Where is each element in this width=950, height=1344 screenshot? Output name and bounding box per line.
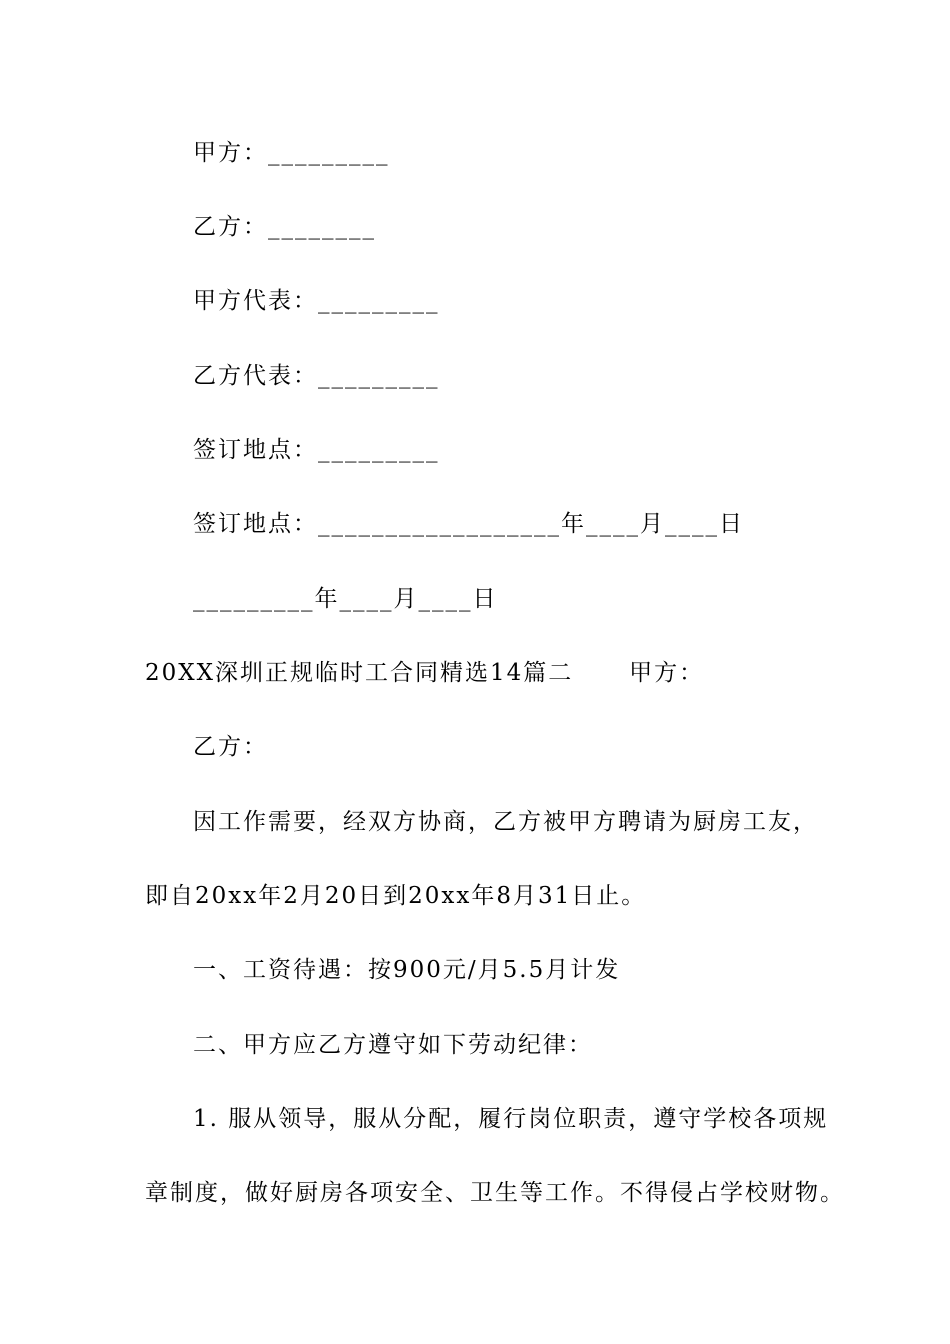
paragraph-line: 即自20xx年2月20日到20xx年8月31日止。 (145, 883, 647, 909)
party-b-label: 乙方： (193, 734, 268, 760)
signing-location-field: 签订地点：_________ (193, 437, 440, 463)
clause-discipline-line: 二、甲方应乙方遵守如下劳动纪律： (193, 1032, 593, 1058)
party-a-representative-field: 甲方代表：_________ (193, 288, 440, 314)
clause-wage-line: 一、工资待遇：按900元/月5.5月计发 (193, 957, 621, 983)
date-field: _________年____月____日 (193, 586, 498, 612)
clause-item-line: 1. 服从领导，服从分配，履行岗位职责，遵守学校各项规 (193, 1106, 829, 1132)
party-b-representative-field: 乙方代表：_________ (193, 363, 440, 389)
signing-location-date-field: 签订地点：__________________年____月____日 (193, 511, 744, 537)
party-b-field: 乙方：________ (193, 214, 376, 240)
paragraph-line: 因工作需要，经双方协商，乙方被甲方聘请为厨房工友， (193, 809, 818, 835)
contract-heading-line: 20XX深圳正规临时工合同精选14篇二 甲方： (145, 660, 705, 686)
party-a-field: 甲方：_________ (193, 140, 390, 166)
clause-item-line: 章制度，做好厨房各项安全、卫生等工作。不得侵占学校财物。 (145, 1180, 845, 1206)
